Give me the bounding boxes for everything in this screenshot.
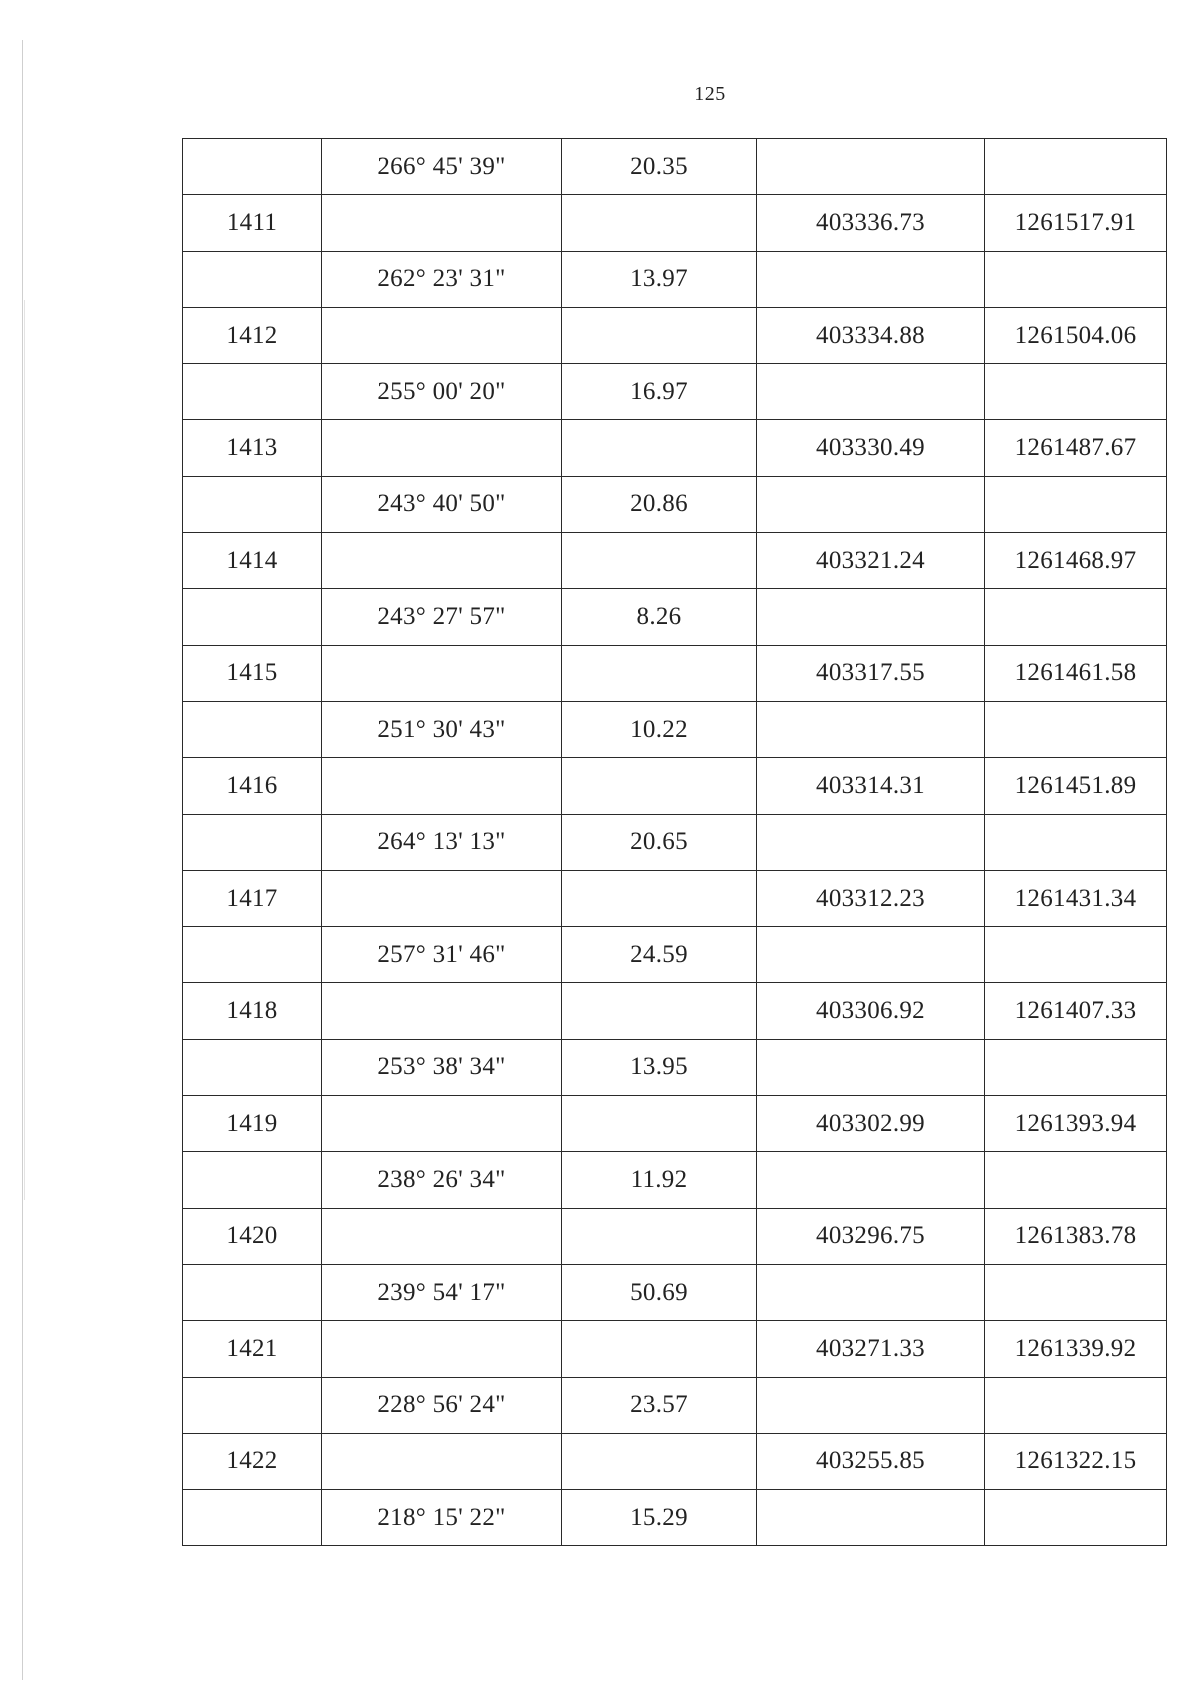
- point-number-cell: [183, 927, 322, 983]
- bearing-cell: 266° 45' 39": [322, 139, 562, 195]
- bearing-cell: 255° 00' 20": [322, 364, 562, 420]
- station-row: [183, 533, 1167, 589]
- bearing-cell: 218° 15' 22": [322, 1490, 562, 1546]
- northing-cell: 403314.31: [757, 758, 985, 814]
- point-number-cell: 1418: [183, 983, 322, 1039]
- station-row: [183, 1433, 1167, 1489]
- easting-cell: 1261487.67: [985, 420, 1167, 476]
- point-number-cell: 1422: [183, 1433, 322, 1489]
- point-number-cell: 1419: [183, 1096, 322, 1152]
- distance-cell: [562, 1321, 757, 1377]
- station-row: [183, 645, 1167, 701]
- point-number-cell: [183, 589, 322, 645]
- easting-cell: [985, 1264, 1167, 1320]
- bearing-cell: 243° 40' 50": [322, 476, 562, 532]
- northing-cell: 403255.85: [757, 1433, 985, 1489]
- bearing-cell: 243° 27' 57": [322, 589, 562, 645]
- bearing-cell: 262° 23' 31": [322, 251, 562, 307]
- northing-cell: [757, 701, 985, 757]
- point-number-cell: 1417: [183, 870, 322, 926]
- bearing-cell: [322, 1096, 562, 1152]
- easting-cell: [985, 814, 1167, 870]
- traverse-leg-row: [183, 927, 1167, 983]
- northing-cell: 403317.55: [757, 645, 985, 701]
- distance-cell: 23.57: [562, 1377, 757, 1433]
- traverse-leg-row: [183, 814, 1167, 870]
- point-number-cell: [183, 1377, 322, 1433]
- northing-cell: [757, 814, 985, 870]
- station-row: [183, 195, 1167, 251]
- distance-cell: 20.86: [562, 476, 757, 532]
- station-row: [183, 870, 1167, 926]
- station-row: [183, 1321, 1167, 1377]
- distance-cell: 24.59: [562, 927, 757, 983]
- bearing-cell: [322, 1208, 562, 1264]
- station-row: [183, 1096, 1167, 1152]
- distance-cell: [562, 983, 757, 1039]
- point-number-cell: 1413: [183, 420, 322, 476]
- distance-cell: 50.69: [562, 1264, 757, 1320]
- northing-cell: [757, 251, 985, 307]
- northing-cell: 403306.92: [757, 983, 985, 1039]
- easting-cell: [985, 139, 1167, 195]
- traverse-leg-row: [183, 139, 1167, 195]
- traverse-leg-row: [183, 1377, 1167, 1433]
- distance-cell: 11.92: [562, 1152, 757, 1208]
- point-number-cell: [183, 701, 322, 757]
- northing-cell: 403271.33: [757, 1321, 985, 1377]
- distance-cell: 16.97: [562, 364, 757, 420]
- distance-cell: 8.26: [562, 589, 757, 645]
- distance-cell: 20.35: [562, 139, 757, 195]
- bearing-cell: 257° 31' 46": [322, 927, 562, 983]
- northing-cell: [757, 1264, 985, 1320]
- point-number-cell: [183, 1152, 322, 1208]
- point-number-cell: 1416: [183, 758, 322, 814]
- point-number-cell: [183, 364, 322, 420]
- distance-cell: 13.95: [562, 1039, 757, 1095]
- station-row: [183, 983, 1167, 1039]
- distance-cell: [562, 195, 757, 251]
- northing-cell: [757, 139, 985, 195]
- bearing-cell: [322, 307, 562, 363]
- scan-edge-line: [24, 300, 25, 1200]
- bearing-cell: 251° 30' 43": [322, 701, 562, 757]
- easting-cell: [985, 589, 1167, 645]
- page-number: 125: [694, 83, 726, 105]
- northing-cell: 403296.75: [757, 1208, 985, 1264]
- easting-cell: 1261504.06: [985, 307, 1167, 363]
- station-row: [183, 758, 1167, 814]
- bearing-cell: [322, 420, 562, 476]
- northing-cell: [757, 927, 985, 983]
- northing-cell: 403302.99: [757, 1096, 985, 1152]
- distance-cell: [562, 758, 757, 814]
- point-number-cell: [183, 251, 322, 307]
- bearing-cell: 238° 26' 34": [322, 1152, 562, 1208]
- distance-cell: [562, 645, 757, 701]
- distance-cell: [562, 307, 757, 363]
- distance-cell: [562, 1208, 757, 1264]
- traverse-leg-row: [183, 1264, 1167, 1320]
- easting-cell: [985, 1490, 1167, 1546]
- point-number-cell: 1414: [183, 533, 322, 589]
- bearing-cell: [322, 758, 562, 814]
- easting-cell: [985, 927, 1167, 983]
- distance-cell: [562, 1433, 757, 1489]
- traverse-leg-row: [183, 701, 1167, 757]
- bearing-cell: [322, 870, 562, 926]
- point-number-cell: 1412: [183, 307, 322, 363]
- distance-cell: [562, 420, 757, 476]
- bearing-cell: [322, 983, 562, 1039]
- bearing-cell: [322, 195, 562, 251]
- easting-cell: [985, 1377, 1167, 1433]
- easting-cell: [985, 701, 1167, 757]
- bearing-cell: 228° 56' 24": [322, 1377, 562, 1433]
- easting-cell: 1261468.97: [985, 533, 1167, 589]
- traverse-leg-row: [183, 251, 1167, 307]
- traverse-leg-row: [183, 589, 1167, 645]
- point-number-cell: [183, 1039, 322, 1095]
- easting-cell: 1261431.34: [985, 870, 1167, 926]
- easting-cell: [985, 1039, 1167, 1095]
- northing-cell: 403330.49: [757, 420, 985, 476]
- easting-cell: [985, 476, 1167, 532]
- distance-cell: 13.97: [562, 251, 757, 307]
- bearing-cell: [322, 1321, 562, 1377]
- easting-cell: 1261322.15: [985, 1433, 1167, 1489]
- easting-cell: [985, 1152, 1167, 1208]
- station-row: [183, 420, 1167, 476]
- northing-cell: [757, 1039, 985, 1095]
- easting-cell: 1261451.89: [985, 758, 1167, 814]
- easting-cell: [985, 364, 1167, 420]
- bearing-cell: [322, 1433, 562, 1489]
- distance-cell: 15.29: [562, 1490, 757, 1546]
- northing-cell: [757, 1152, 985, 1208]
- distance-cell: [562, 1096, 757, 1152]
- traverse-leg-row: [183, 1039, 1167, 1095]
- traverse-leg-row: [183, 1490, 1167, 1546]
- bearing-cell: 264° 13' 13": [322, 814, 562, 870]
- bearing-cell: 253° 38' 34": [322, 1039, 562, 1095]
- point-number-cell: 1415: [183, 645, 322, 701]
- coordinate-table-body: [183, 139, 1167, 1546]
- northing-cell: [757, 476, 985, 532]
- bearing-cell: [322, 533, 562, 589]
- northing-cell: [757, 589, 985, 645]
- point-number-cell: [183, 814, 322, 870]
- traverse-leg-row: [183, 1152, 1167, 1208]
- station-row: [183, 1208, 1167, 1264]
- bearing-cell: 239° 54' 17": [322, 1264, 562, 1320]
- bearing-cell: [322, 645, 562, 701]
- easting-cell: 1261393.94: [985, 1096, 1167, 1152]
- station-row: [183, 307, 1167, 363]
- distance-cell: [562, 870, 757, 926]
- northing-cell: 403336.73: [757, 195, 985, 251]
- point-number-cell: [183, 139, 322, 195]
- distance-cell: 10.22: [562, 701, 757, 757]
- northing-cell: 403312.23: [757, 870, 985, 926]
- easting-cell: 1261461.58: [985, 645, 1167, 701]
- easting-cell: 1261339.92: [985, 1321, 1167, 1377]
- distance-cell: [562, 533, 757, 589]
- point-number-cell: [183, 476, 322, 532]
- northing-cell: 403334.88: [757, 307, 985, 363]
- easting-cell: 1261517.91: [985, 195, 1167, 251]
- scan-edge-line: [22, 40, 23, 1680]
- point-number-cell: 1411: [183, 195, 322, 251]
- northing-cell: 403321.24: [757, 533, 985, 589]
- point-number-cell: [183, 1264, 322, 1320]
- traverse-leg-row: [183, 476, 1167, 532]
- distance-cell: 20.65: [562, 814, 757, 870]
- northing-cell: [757, 1490, 985, 1546]
- easting-cell: 1261383.78: [985, 1208, 1167, 1264]
- easting-cell: 1261407.33: [985, 983, 1167, 1039]
- northing-cell: [757, 1377, 985, 1433]
- point-number-cell: [183, 1490, 322, 1546]
- point-number-cell: 1420: [183, 1208, 322, 1264]
- easting-cell: [985, 251, 1167, 307]
- traverse-leg-row: [183, 364, 1167, 420]
- coordinate-table: [182, 138, 1167, 1546]
- northing-cell: [757, 364, 985, 420]
- point-number-cell: 1421: [183, 1321, 322, 1377]
